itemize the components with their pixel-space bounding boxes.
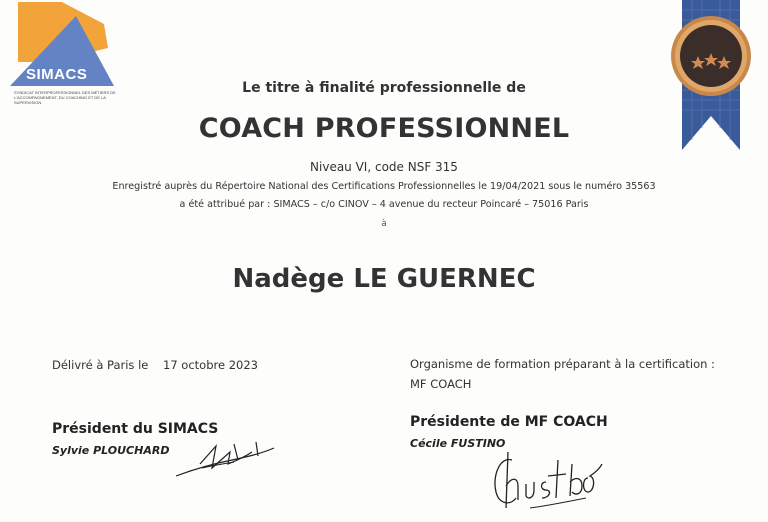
organization-label: Organisme de formation préparant à la certification : [410, 357, 715, 371]
certificate-level: Niveau VI, code NSF 315 [310, 160, 458, 174]
right-signature [486, 446, 606, 516]
right-signatory-name: Cécile FUSTINO [410, 437, 506, 450]
left-signatory-name: Sylvie PLOUCHARD [52, 444, 170, 457]
certificate-to: à [381, 219, 387, 229]
recipient-name: Nadège LE GUERNEC [232, 264, 536, 294]
left-signatory-role: Président du SIMACS [52, 421, 219, 437]
logo-subtitle: SYNDICAT INTERPROFESSIONNEL DES MÉTIERS DE L'ACCOMPAGNEMENT, DU COACHING ET DE LA SUPERVISION [14, 90, 116, 105]
certificate-title: COACH PROFESSIONNEL [198, 113, 570, 144]
certificate-attribution: a été attribué par : SIMACS – c/o CINOV – 4 avenue du recteur Poincaré – 75016 Paris [179, 199, 589, 210]
delivery-label: Délivré à Paris le [52, 358, 149, 372]
organization-name: MF COACH [410, 377, 472, 391]
logo-name: SIMACS [26, 66, 88, 83]
delivery-date: 17 octobre 2023 [163, 358, 258, 372]
left-signature [172, 434, 278, 482]
right-signatory-role: Présidente de MF COACH [410, 414, 608, 430]
certificate-intro: Le titre à finalité professionnelle de [242, 80, 526, 96]
certificate-registration: Enregistré auprès du Répertoire National des Certifications Professionnelles le 19/04/2021 sous le numéro 35563 [112, 181, 656, 192]
